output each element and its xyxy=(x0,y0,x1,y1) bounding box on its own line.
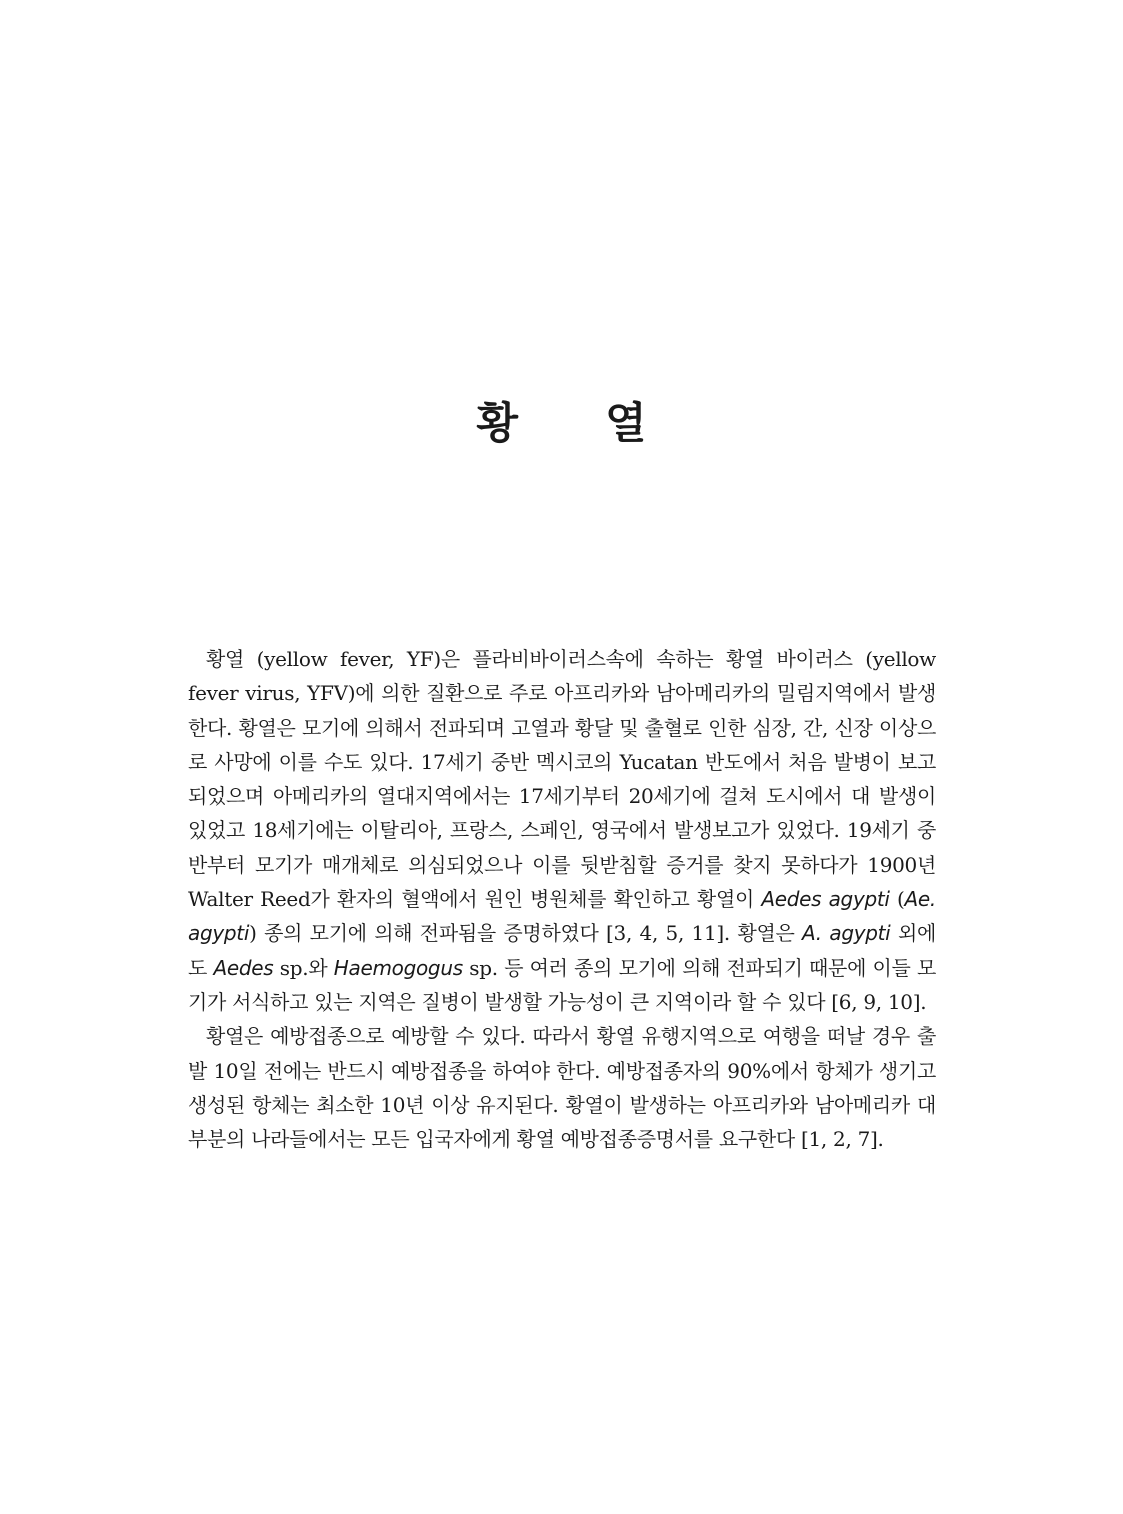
paragraph-1-text: ) 종의 모기에 의해 전파됨을 증명하였다 [3, 4, 5, 11]. 황열은 xyxy=(249,921,803,946)
paragraph-1 xyxy=(188,642,936,1019)
paragraph-1-text: 황열 (yellow fever, YF)은 플라비바이러스속에 속하는 황열 바이러스 (yellow fever virus, YFV)에 의한 질환으로 주로 아프리카와 남아메리카의 밀림지역에서 발생한다. 황열은 모기에 의해서 전파되며 고열과 황달 및 출혈로 인한 심장, 간, 신장 이상으로 사망에 이를 수도 있다. 17세기 중반 멕시코의 Yucatan 반도에서 처음 발병이 보고되었으며 아메리카의 열대지역에서는 17세기부터 20세기에 걸쳐 도시에서 대 발생이 있었고 18세기에는 이탈리아, 프랑스, 스페인, 영국에서 발생보고가 있었다. 19세기 중반부터 모기가 매개체로 의심되었으나 이를 뒷받침할 증거를 찾지 못하다가 1900년 Walter Reed가 환자의 혈액에서 원인 병원체를 확인하고 황열이 xyxy=(188,647,936,912)
paragraph-2-text: 황열은 예방접종으로 예방할 수 있다. 따라서 황열 유행지역으로 여행을 떠날 경우 출발 10일 전에는 반드시 예방접종을 하여야 한다. 예방접종자의 90%에서 항체가 생기고 생성된 항체는 최소한 10년 이상 유지된다. 황열이 발생하는 아프리카와 남아메리카 대부분의 나라들에서는 모든 입국자에게 황열 예방접종증명서를 요구한다 [1, 2, 7]. xyxy=(188,1024,936,1152)
body-text xyxy=(188,642,936,1156)
species-abbrev-ae-agypti: Ae. agypti xyxy=(188,887,936,946)
paragraph-1-text: 외에도 xyxy=(188,921,937,980)
paragraph-1-text: ( xyxy=(889,887,905,912)
genus-aedes: Aedes xyxy=(213,955,274,980)
species-name-aedes-agypti: Aedes agypti xyxy=(761,887,890,912)
paragraph-1-text: sp.와 xyxy=(273,955,334,980)
paragraph-2 xyxy=(188,1019,936,1156)
species-abbrev-a-agypti: A. agypti xyxy=(802,921,891,946)
genus-haemogogus: Haemogogus xyxy=(333,955,463,980)
paragraph-1-text: sp. 등 여러 종의 모기에 의해 전파되기 때문에 이들 모기가 서식하고 있는 지역은 질병이 발생할 가능성이 큰 지역이라 할 수 있다 [6, 9, 10]. xyxy=(188,955,937,1014)
page-title: 황 열 xyxy=(476,399,683,449)
